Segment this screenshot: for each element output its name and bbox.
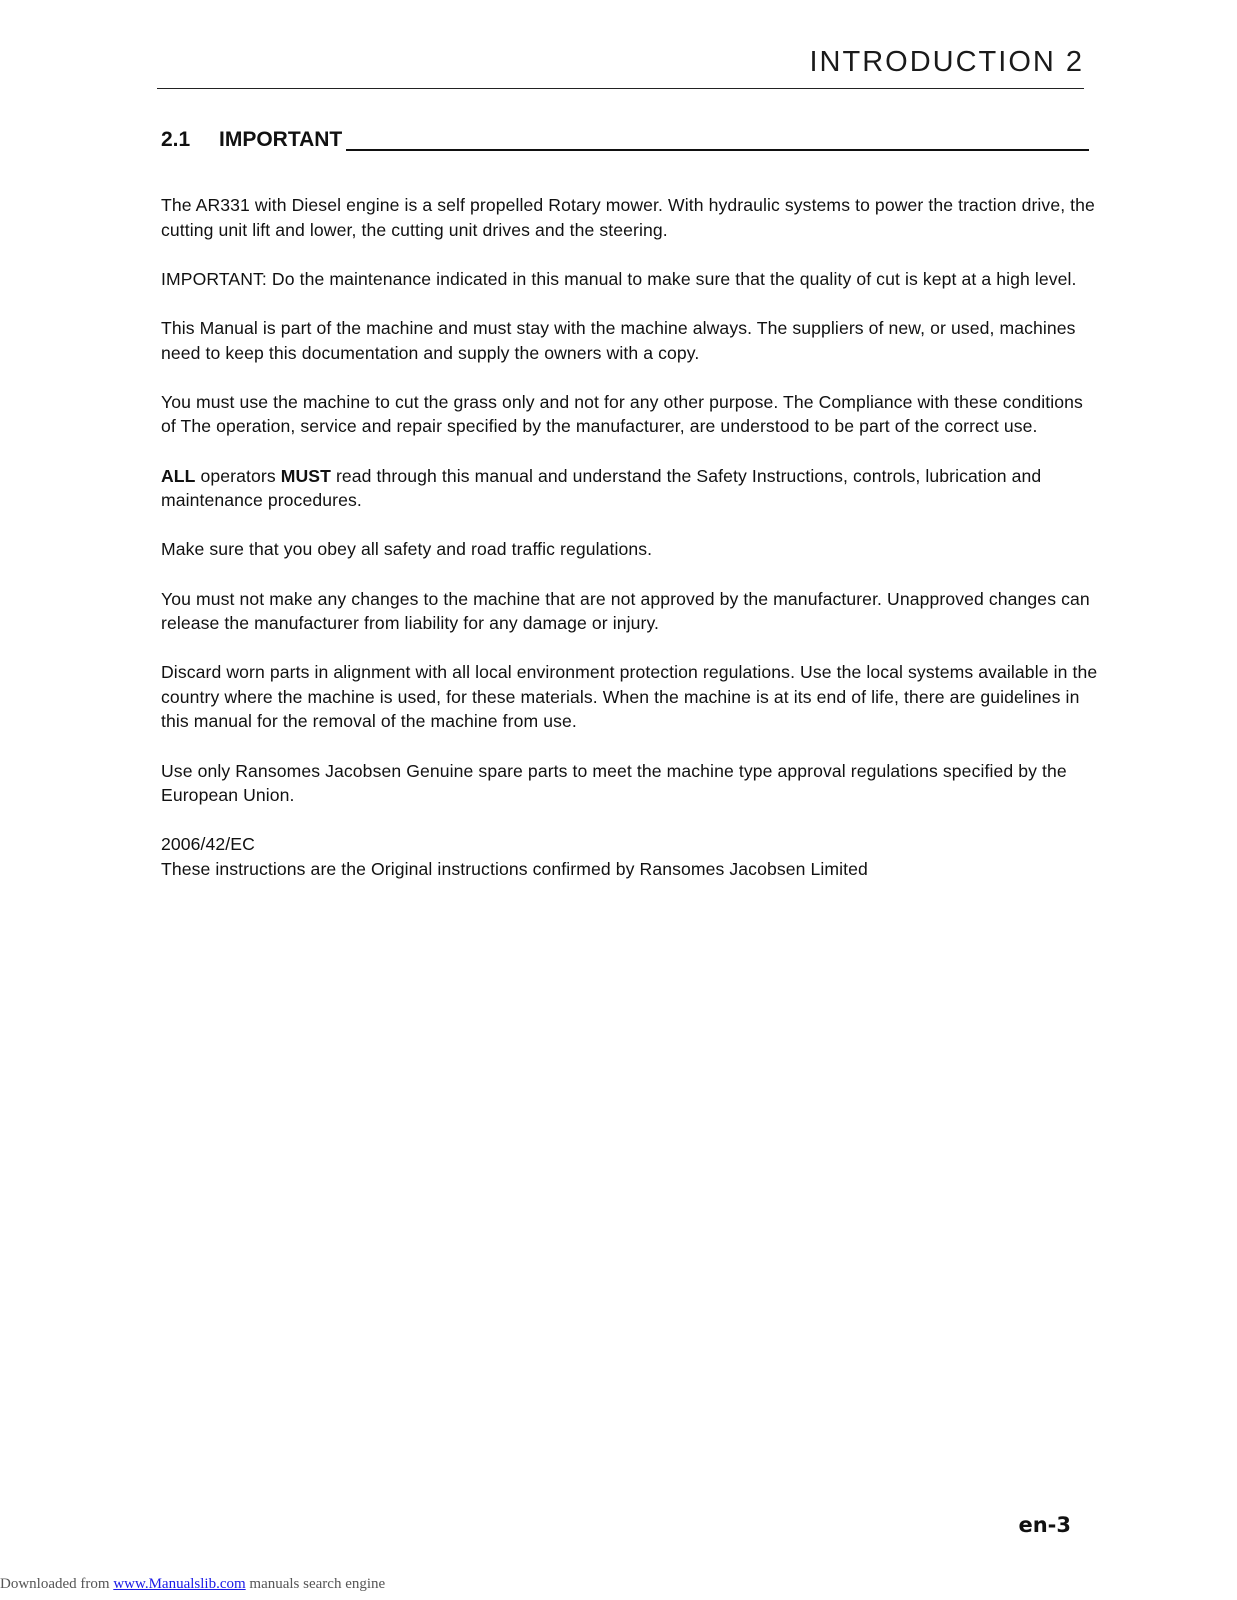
paragraph-spare-parts: Use only Ransomes Jacobsen Genuine spare parts to meet the machine type approval regulations specified by the European Union. [161,760,1067,806]
operators-text-rest: read through this manual and understand the Safety Instructions, controls, lubrication and maintenance procedures. [161,465,1042,511]
directive-number: 2006/42/EC [161,834,255,855]
paragraph-intended-use: You must use the machine to cut the grass only and not for any other purpose. The Compliance with these conditions of The operation, service and repair specified by the manufacturer, are understood to be part of the correct use. [161,391,1083,437]
paragraph-discard: Discard worn parts in alignment with all local environment protection regulations. Use the local systems available in the country where the machine is used, for these materials. When the machine is at its end of life, there are guidelines in this manual for the removal of the machine from use. [161,662,1098,732]
section-heading [161,128,1089,152]
original-instructions-note: These instructions are the Original instructions confirmed by Ransomes Jacobsen Limited [161,859,868,880]
footer-suffix: manuals search engine [245,1576,386,1592]
page-header-title: INTRODUCTION 2 [809,46,1084,78]
paragraph-regulations: Make sure that you obey all safety and road traffic regulations. [161,539,653,560]
download-footer [0,1576,385,1593]
paragraph-operators [161,464,1101,513]
header-divider [157,88,1084,89]
section-number: 2.1 [161,128,191,151]
footer-prefix: Downloaded from [0,1576,114,1592]
heading-underline [346,149,1089,151]
emphasis-all: ALL [161,465,196,486]
manualslib-link[interactable]: www.Manualslib.com [113,1576,246,1592]
page-number: en-3 [1018,1513,1071,1537]
document-body [161,193,1101,882]
emphasis-must: MUST [280,465,331,486]
paragraph-changes: You must not make any changes to the machine that are not approved by the manufacturer. Unapproved changes can release the manufacturer from liability for any damage or injury. [161,588,1090,634]
operators-text: operators [195,465,281,486]
paragraph-maintenance: IMPORTANT: Do the maintenance indicated in this manual to make sure that the quality of cut is kept at a high level. [161,268,1077,289]
paragraph-manual-part: This Manual is part of the machine and must stay with the machine always. The suppliers of new, or used, machines need to keep this documentation and supply the owners with a copy. [161,317,1076,363]
section-title: IMPORTANT [219,128,343,151]
paragraph-description: The AR331 with Diesel engine is a self propelled Rotary mower. With hydraulic systems to power the traction drive, the cutting unit lift and lower, the cutting unit drives and the steering. [161,195,1095,240]
